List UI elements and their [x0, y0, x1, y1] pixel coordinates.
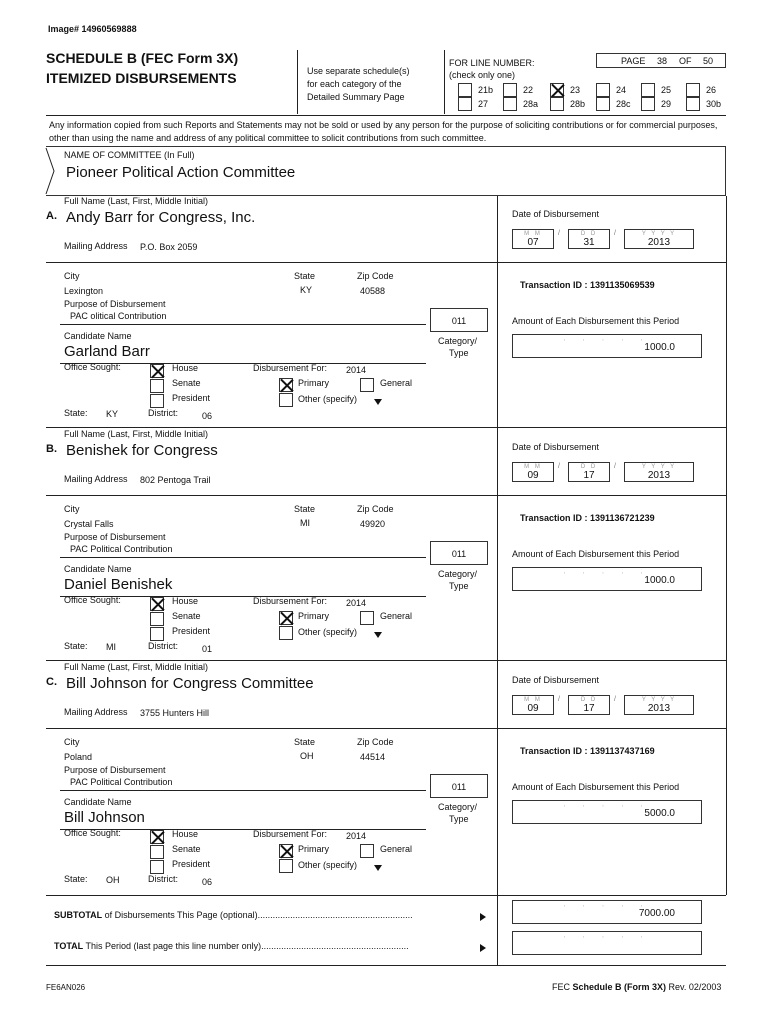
check-only-one: (check only one) [449, 70, 516, 80]
committee-name: Pioneer Political Action Committee [66, 164, 296, 181]
category-code-box [430, 774, 488, 798]
office-sought-label: Office Sought: [64, 595, 121, 605]
office-sought-label: Office Sought: [64, 828, 121, 838]
date-ticks: D D [580, 231, 598, 237]
date-ticks: M M [524, 464, 542, 470]
date-ticks: Y Y Y Y [641, 231, 677, 237]
office-house-checkbox[interactable] [150, 364, 164, 378]
office-president-checkbox[interactable] [150, 394, 164, 408]
office-sought-label: Office Sought: [64, 362, 121, 372]
purpose-value: PAC olitical Contribution [70, 311, 167, 321]
date-day-box [568, 229, 610, 249]
date-ticks: D D [580, 464, 598, 470]
category-code-box [430, 308, 488, 332]
line-checkbox-label: 25 [661, 85, 672, 95]
senate-label: Senate [172, 844, 201, 854]
line-checkbox-25[interactable] [641, 83, 655, 97]
line-checkbox-24[interactable] [596, 83, 610, 97]
date-year: 2013 [647, 237, 671, 248]
date-day: 17 [583, 703, 595, 714]
amount-ticks: , , , , , [563, 336, 651, 342]
district-value: 06 [202, 877, 213, 887]
primary-label: Primary [298, 378, 329, 388]
zip-label: Zip Code [357, 504, 394, 514]
date-label: Date of Disbursement [512, 675, 600, 685]
line-checkbox-28c[interactable] [596, 97, 610, 111]
category-code-box [430, 541, 488, 565]
page-label: PAGE [621, 56, 646, 66]
zip-label: Zip Code [357, 271, 394, 281]
city-value: Poland [64, 752, 93, 762]
candidate-name: Garland Barr [64, 343, 150, 360]
line-checkbox-label: 28a [523, 99, 539, 109]
purpose-label: Purpose of Disbursement [64, 532, 166, 542]
line-checkbox-29[interactable] [641, 97, 655, 111]
category-code: 011 [451, 782, 467, 792]
date-month-box [512, 462, 554, 482]
city-value: Crystal Falls [64, 519, 114, 529]
date-ticks: Y Y Y Y [641, 697, 677, 703]
category-label: Category/ [438, 569, 478, 579]
total-label: TOTAL [54, 941, 84, 951]
primary-label: Primary [298, 611, 329, 621]
date-label: Date of Disbursement [512, 442, 600, 452]
candidate-name-label: Candidate Name [64, 564, 132, 574]
subtotal-arrow-icon [480, 913, 486, 921]
other-checkbox[interactable] [279, 393, 293, 407]
line-checkbox-21b[interactable] [458, 83, 472, 97]
amount-value: 1000.0 [644, 575, 675, 586]
transaction-id: Transaction ID : 1391136721239 [520, 513, 655, 523]
purpose-label: Purpose of Disbursement [64, 765, 166, 775]
form-subtitle: ITEMIZED DISBURSEMENTS [46, 70, 237, 86]
line-checkbox-label: 28b [570, 99, 586, 109]
total-line [54, 941, 409, 951]
date-separator: / [558, 463, 560, 470]
mailing-address-label: Mailing Address [64, 474, 128, 484]
house-label: House [172, 363, 199, 373]
amount-ticks: , , , , , [563, 902, 651, 908]
general-label: General [380, 611, 413, 621]
payee-name: Bill Johnson for Congress Committee [66, 675, 314, 692]
senate-label: Senate [172, 611, 201, 621]
mailing-address: 802 Pentoga Trail [140, 475, 211, 485]
city-label: City [64, 271, 80, 281]
date-year-box [624, 695, 694, 715]
purpose-label: Purpose of Disbursement [64, 299, 166, 309]
candidate-state-label: State: [64, 641, 88, 651]
amount-value: 1000.0 [644, 342, 675, 353]
date-year-box [624, 462, 694, 482]
page-total: 50 [703, 56, 714, 66]
other-checkbox[interactable] [279, 626, 293, 640]
general-checkbox[interactable] [360, 844, 374, 858]
mailing-address: 3755 Hunters Hill [140, 708, 210, 718]
date-day-box [568, 695, 610, 715]
candidate-name-label: Candidate Name [64, 331, 132, 341]
type-label: Type [449, 814, 469, 824]
date-ticks: Y Y Y Y [641, 464, 677, 470]
line-checkbox-27[interactable] [458, 97, 472, 111]
mailing-address: P.O. Box 2059 [140, 242, 198, 252]
district-value: 01 [202, 644, 213, 654]
other-label: Other (specify) [298, 627, 358, 637]
office-senate-checkbox[interactable] [150, 612, 164, 626]
footer-form-id [552, 982, 721, 992]
entry-letter: B. [46, 443, 57, 455]
candidate-name: Daniel Benishek [64, 576, 173, 593]
date-separator: / [614, 696, 616, 703]
other-label: Other (specify) [298, 860, 358, 870]
subtotal-description: of Disbursements This Page (optional).............................................................. [102, 910, 413, 920]
dropdown-arrow-icon[interactable] [374, 399, 382, 405]
candidate-name: Bill Johnson [64, 809, 145, 826]
general-label: General [380, 844, 413, 854]
subtotal-label: SUBTOTAL [54, 910, 103, 920]
notice-text: Any information copied from such Reports and Statements may not be sold or used by any person for the purpose of soliciting contributions or for commercial purposes, other than using the name and address of any political committee to solicit contributions from such committee. [49, 120, 718, 143]
candidate-state-label: State: [64, 408, 88, 418]
general-label: General [380, 378, 413, 388]
payee-name: Andy Barr for Congress, Inc. [66, 209, 256, 226]
office-house-checkbox[interactable] [150, 597, 164, 611]
payee-name: Benishek for Congress [66, 442, 218, 459]
date-year: 2013 [647, 703, 671, 714]
form-title: SCHEDULE B (FEC Form 3X) [46, 50, 239, 66]
date-month: 09 [527, 470, 539, 481]
full-name-label: Full Name (Last, First, Middle Initial) [64, 429, 209, 439]
amount-box [512, 567, 702, 591]
line-checkbox-26[interactable] [686, 83, 700, 97]
line-checkbox-23[interactable] [550, 83, 564, 97]
type-label: Type [449, 581, 469, 591]
amount-label: Amount of Each Disbursement this Period [512, 782, 680, 792]
committee-bracket [42, 146, 62, 196]
primary-label: Primary [298, 844, 329, 854]
dropdown-arrow-icon[interactable] [374, 632, 382, 638]
district-label: District: [148, 641, 178, 651]
line-checkbox-30b[interactable] [686, 97, 700, 111]
total-amount-box [512, 931, 702, 955]
category-label: Category/ [438, 802, 478, 812]
line-checkbox-28a[interactable] [503, 97, 517, 111]
office-senate-checkbox[interactable] [150, 379, 164, 393]
amount-label: Amount of Each Disbursement this Period [512, 316, 680, 326]
line-checkbox-label: 23 [570, 85, 581, 95]
date-month-box [512, 695, 554, 715]
candidate-state-label: State: [64, 874, 88, 884]
of-label: OF [679, 56, 692, 66]
election-year: 2014 [346, 365, 367, 375]
instructions-line: Use separate schedule(s) [307, 66, 410, 76]
date-separator: / [558, 230, 560, 237]
house-label: House [172, 829, 199, 839]
instructions-line: for each category of the [307, 79, 402, 89]
total-arrow-icon [480, 944, 486, 952]
date-separator: / [614, 463, 616, 470]
line-checkbox-label: 29 [661, 99, 672, 109]
date-day-box [568, 462, 610, 482]
disbursement-for-label: Disbursement For: [253, 363, 328, 373]
election-year: 2014 [346, 831, 367, 841]
line-checkbox-label: 28c [616, 99, 631, 109]
line-checkbox-label: 24 [616, 85, 627, 95]
office-senate-checkbox[interactable] [150, 845, 164, 859]
president-label: President [172, 626, 211, 636]
committee-name-label: NAME OF COMMITTEE (In Full) [64, 150, 195, 160]
city-label: City [64, 504, 80, 514]
general-checkbox[interactable] [360, 378, 374, 392]
amount-ticks: , , , , , [563, 569, 651, 575]
instructions-box [297, 50, 445, 114]
zip-value: 49920 [360, 519, 386, 529]
office-president-checkbox[interactable] [150, 627, 164, 641]
entry-letter: C. [46, 676, 57, 688]
other-label: Other (specify) [298, 394, 358, 404]
election-year: 2014 [346, 598, 367, 608]
president-label: President [172, 393, 211, 403]
date-year-box [624, 229, 694, 249]
subtotal-amount: 7000.00 [638, 908, 675, 919]
city-value: Lexington [64, 286, 104, 296]
state-label: State [294, 737, 316, 747]
senate-label: Senate [172, 378, 201, 388]
date-year: 2013 [647, 470, 671, 481]
category-code: 011 [451, 316, 467, 326]
amount-value: 5000.0 [644, 808, 675, 819]
office-house-checkbox[interactable] [150, 830, 164, 844]
date-month: 07 [527, 237, 539, 248]
amount-label: Amount of Each Disbursement this Period [512, 549, 680, 559]
line-checkbox-label: 21b [478, 85, 494, 95]
footer-code: FE6AN026 [46, 983, 86, 992]
date-day: 31 [583, 237, 595, 248]
state-label: State [294, 504, 316, 514]
transaction-id: Transaction ID : 1391135069539 [520, 280, 655, 290]
house-label: House [172, 596, 199, 606]
page-number: 38 [657, 56, 668, 66]
candidate-state: OH [106, 875, 120, 885]
line-checkbox-label: 27 [478, 99, 489, 109]
state-value: MI [300, 518, 310, 528]
general-checkbox[interactable] [360, 611, 374, 625]
primary-checkbox[interactable] [279, 844, 293, 858]
footer-form-name: Schedule B (Form 3X) [572, 982, 667, 992]
subtotal-amount-box [512, 900, 702, 924]
instructions-line: Detailed Summary Page [307, 92, 405, 102]
dropdown-arrow-icon[interactable] [374, 865, 382, 871]
line-checkbox-label: 26 [706, 85, 717, 95]
date-separator: / [558, 696, 560, 703]
date-ticks: D D [580, 697, 598, 703]
district-label: District: [148, 408, 178, 418]
other-checkbox[interactable] [279, 859, 293, 873]
candidate-name-label: Candidate Name [64, 797, 132, 807]
amount-box [512, 334, 702, 358]
amount-box [512, 800, 702, 824]
district-value: 06 [202, 411, 213, 421]
date-day: 17 [583, 470, 595, 481]
total-description: This Period (last page this line number only)........................................................... [83, 941, 409, 951]
purpose-value: PAC Political Contribution [70, 544, 173, 554]
line-checkbox-22[interactable] [503, 83, 517, 97]
purpose-value: PAC Political Contribution [70, 777, 173, 787]
full-name-label: Full Name (Last, First, Middle Initial) [64, 196, 209, 206]
entry-letter: A. [46, 210, 57, 222]
line-number-label: FOR LINE NUMBER: [449, 58, 535, 68]
full-name-label: Full Name (Last, First, Middle Initial) [64, 662, 209, 672]
primary-checkbox[interactable] [279, 611, 293, 625]
candidate-state: MI [106, 642, 116, 652]
district-label: District: [148, 874, 178, 884]
line-checkbox-28b[interactable] [550, 97, 564, 111]
date-month: 09 [527, 703, 539, 714]
amount-ticks: , , , , , [563, 933, 651, 939]
zip-label: Zip Code [357, 737, 394, 747]
line-checkbox-label: 30b [706, 99, 722, 109]
mailing-address-label: Mailing Address [64, 241, 128, 251]
president-label: President [172, 859, 211, 869]
zip-value: 44514 [360, 752, 386, 762]
disbursement-for-label: Disbursement For: [253, 829, 328, 839]
city-label: City [64, 737, 80, 747]
disbursement-for-label: Disbursement For: [253, 596, 328, 606]
date-separator: / [614, 230, 616, 237]
footer-form-rev: Rev. 02/2003 [666, 982, 722, 992]
category-label: Category/ [438, 336, 478, 346]
type-label: Type [449, 348, 469, 358]
image-id: Image# 14960569888 [48, 24, 137, 34]
state-label: State [294, 271, 316, 281]
state-value: KY [300, 285, 313, 295]
zip-value: 40588 [360, 286, 386, 296]
mailing-address-label: Mailing Address [64, 707, 128, 717]
date-label: Date of Disbursement [512, 209, 600, 219]
page-box [596, 53, 726, 68]
amount-ticks: , , , , , [563, 802, 651, 808]
subtotal-line [54, 910, 413, 920]
state-value: OH [300, 751, 314, 761]
date-ticks: M M [524, 231, 542, 237]
primary-checkbox[interactable] [279, 378, 293, 392]
office-president-checkbox[interactable] [150, 860, 164, 874]
candidate-state: KY [106, 409, 119, 419]
line-checkbox-label: 22 [523, 85, 534, 95]
transaction-id: Transaction ID : 1391137437169 [520, 746, 655, 756]
date-ticks: M M [524, 697, 542, 703]
category-code: 011 [451, 549, 467, 559]
date-month-box [512, 229, 554, 249]
footer-form-prefix: FEC [552, 982, 573, 992]
